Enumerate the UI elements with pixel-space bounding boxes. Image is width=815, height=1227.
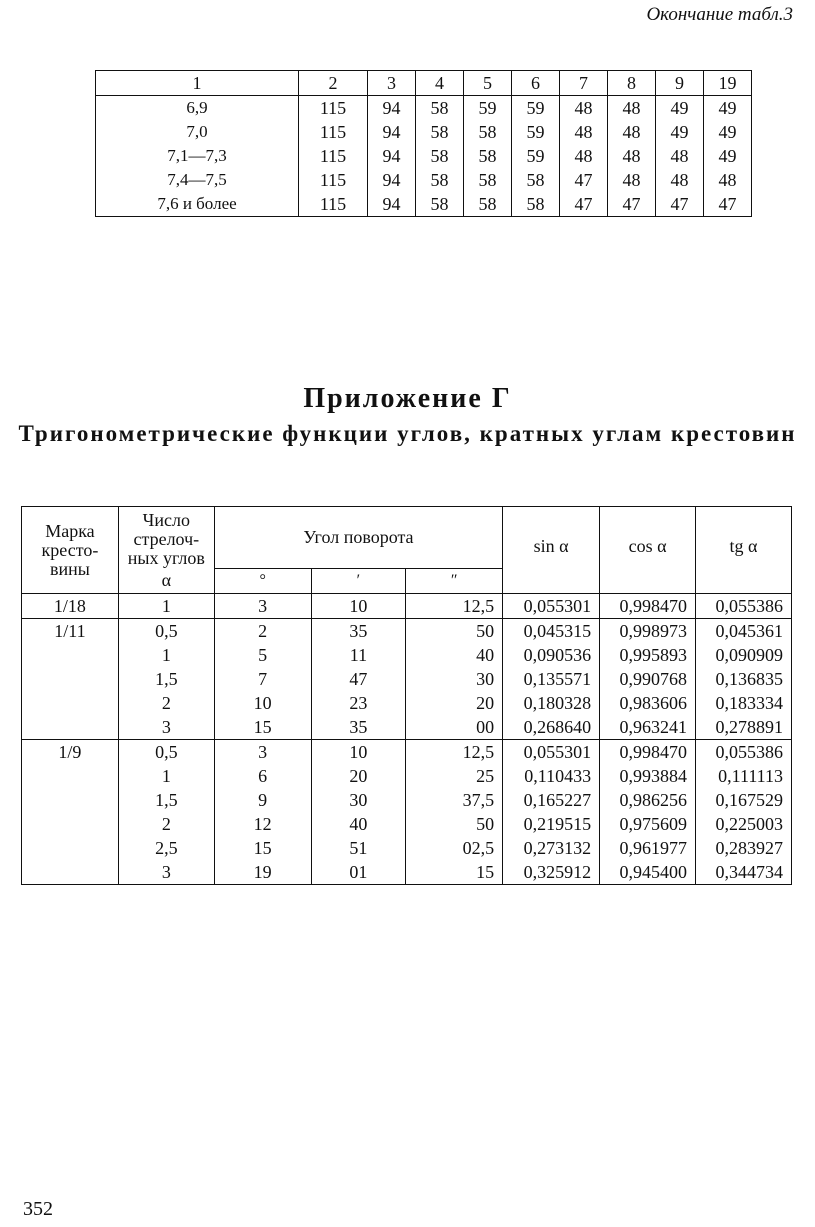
- table-cell: 58: [416, 120, 464, 144]
- header-angle: [214, 507, 502, 569]
- header-count-symbol-label: α: [161, 569, 172, 590]
- header-count: [118, 507, 214, 569]
- table-cell: 0,5: [118, 618, 214, 643]
- table-row: [22, 618, 792, 643]
- table-cell: 50: [406, 618, 503, 643]
- table-cell: 48: [559, 96, 607, 121]
- table-cell: 58: [416, 144, 464, 168]
- table-cell: 10: [311, 739, 406, 764]
- table-cell: 115: [298, 120, 367, 144]
- table-cell: 0,995893: [600, 643, 696, 667]
- table-cell: 30: [311, 788, 406, 812]
- table-cell: 0,225003: [696, 812, 792, 836]
- header-degrees: [214, 568, 311, 593]
- table-cell: 0,344734: [696, 860, 792, 885]
- table-row: [22, 764, 792, 788]
- table-cell: 48: [607, 120, 655, 144]
- table-row: [22, 593, 792, 618]
- table-row: [96, 96, 752, 121]
- table-cell: 59: [512, 96, 560, 121]
- header-sin: [503, 507, 600, 594]
- table-row: [22, 788, 792, 812]
- table-cell: 58: [416, 168, 464, 192]
- trig-table-header: [22, 507, 792, 594]
- table-cell: 0,325912: [503, 860, 600, 885]
- row-label-cell: 7,1—7,3: [96, 144, 299, 168]
- table-cell: 94: [368, 192, 416, 217]
- table-row: [22, 860, 792, 885]
- table-cell: 47: [703, 192, 751, 217]
- header-seconds-label: ″: [450, 572, 458, 589]
- table-cell: 58: [464, 144, 512, 168]
- table-cell: 0,135571: [503, 667, 600, 691]
- table-cell: 94: [368, 120, 416, 144]
- table-cell: 1: [118, 593, 214, 618]
- table-cell: 58: [464, 192, 512, 217]
- table-cell: 0,090909: [696, 643, 792, 667]
- row-label-cell: 7,0: [96, 120, 299, 144]
- table-cell: 47: [311, 667, 406, 691]
- row-label-cell: 7,6 и более: [96, 192, 299, 217]
- table-cell: 1,5: [118, 788, 214, 812]
- table-cell: 30: [406, 667, 503, 691]
- table-cell: 0,045361: [696, 618, 792, 643]
- header-seconds: [406, 568, 503, 593]
- table-cell: 0,167529: [696, 788, 792, 812]
- table-cell: 5: [214, 643, 311, 667]
- table-cell: 0,993884: [600, 764, 696, 788]
- table-cell: 115: [298, 168, 367, 192]
- table-cell: 0,945400: [600, 860, 696, 885]
- table-cell: 58: [416, 192, 464, 217]
- crossing-mark-cell: 1/9: [22, 739, 119, 884]
- table-cell: 48: [703, 168, 751, 192]
- table-cell: 2,5: [118, 836, 214, 860]
- table-cell: 0,055386: [696, 593, 792, 618]
- table-cell: 0,045315: [503, 618, 600, 643]
- table-cell: 58: [512, 192, 560, 217]
- table-cell: 1: [118, 643, 214, 667]
- table-cell: 0,136835: [696, 667, 792, 691]
- table-cell: 19: [214, 860, 311, 885]
- table-cell: 48: [559, 144, 607, 168]
- table-cell: 0,986256: [600, 788, 696, 812]
- table-cell: 47: [607, 192, 655, 217]
- table-continuation-header-row: [96, 71, 752, 96]
- column-header: 8: [607, 71, 655, 96]
- table-cell: 0,273132: [503, 836, 600, 860]
- table-cell: 115: [298, 96, 367, 121]
- column-header: 2: [298, 71, 367, 96]
- table-cell: 12,5: [406, 739, 503, 764]
- table-cell: 58: [416, 96, 464, 121]
- table-cell: 47: [655, 192, 703, 217]
- column-header: 3: [368, 71, 416, 96]
- table-cell: 20: [406, 691, 503, 715]
- table-row: [96, 168, 752, 192]
- table-cell: 0,998470: [600, 739, 696, 764]
- table-cell: 11: [311, 643, 406, 667]
- table-row: [22, 691, 792, 715]
- trig-table: [21, 506, 792, 885]
- table-cell: 0,055301: [503, 739, 600, 764]
- table-cell: 0,5: [118, 739, 214, 764]
- table-row: [96, 120, 752, 144]
- table-cell: 59: [464, 96, 512, 121]
- appendix-title: Приложение Г: [303, 383, 512, 414]
- running-head: Окончание табл.3: [646, 4, 793, 25]
- table-cell: 1: [118, 764, 214, 788]
- table-cell: 51: [311, 836, 406, 860]
- table-cell: 58: [464, 120, 512, 144]
- crossing-mark-cell: 1/11: [22, 618, 119, 739]
- table-cell: 0,219515: [503, 812, 600, 836]
- table-cell: 47: [559, 168, 607, 192]
- table-cell: 49: [703, 144, 751, 168]
- header-sin-label: sin α: [533, 536, 569, 556]
- table-cell: 20: [311, 764, 406, 788]
- table-cell: 0,961977: [600, 836, 696, 860]
- table-cell: 49: [703, 120, 751, 144]
- header-cos: [600, 507, 696, 594]
- table-cell: 10: [214, 691, 311, 715]
- header-mark-label: Марка кресто-вины: [41, 521, 99, 580]
- table-cell: 0,283927: [696, 836, 792, 860]
- table-cell: 3: [118, 860, 214, 885]
- table-cell: 2: [214, 618, 311, 643]
- table-row: [22, 667, 792, 691]
- table-cell: 49: [655, 96, 703, 121]
- table-cell: 48: [607, 168, 655, 192]
- table-cell: 0,278891: [696, 715, 792, 740]
- appendix-subtitle: Тригонометрические функции углов, кратных углам крестовин: [18, 421, 797, 446]
- table-cell: 3: [214, 593, 311, 618]
- crossing-mark-cell: 1/18: [22, 593, 119, 618]
- table-cell: 94: [368, 144, 416, 168]
- column-header: 9: [655, 71, 703, 96]
- table-row: [22, 643, 792, 667]
- table-cell: 6: [214, 764, 311, 788]
- table-cell: 49: [703, 96, 751, 121]
- table-cell: 58: [464, 168, 512, 192]
- table-cell: 0,268640: [503, 715, 600, 740]
- table-cell: 48: [655, 168, 703, 192]
- header-count-symbol: [118, 568, 214, 593]
- table-cell: 10: [311, 593, 406, 618]
- table-cell: 50: [406, 812, 503, 836]
- table-cell: 2: [118, 691, 214, 715]
- table-cell: 59: [512, 120, 560, 144]
- table-cell: 0,180328: [503, 691, 600, 715]
- table-cell: 15: [214, 836, 311, 860]
- table-cell: 0,990768: [600, 667, 696, 691]
- header-minutes-label: ′: [356, 572, 361, 589]
- table-cell: 12: [214, 812, 311, 836]
- header-degrees-label: °: [259, 572, 266, 589]
- table-cell: 94: [368, 168, 416, 192]
- table-cell: 40: [311, 812, 406, 836]
- table-cell: 0,090536: [503, 643, 600, 667]
- table-row: [96, 192, 752, 217]
- table-cell: 0,165227: [503, 788, 600, 812]
- table-cell: 48: [559, 120, 607, 144]
- header-count-label: Число стрелоч-ных углов: [127, 510, 205, 568]
- table-cell: 47: [559, 192, 607, 217]
- table-cell: 94: [368, 96, 416, 121]
- table-cell: 3: [118, 715, 214, 740]
- column-header: 5: [464, 71, 512, 96]
- table-cell: 58: [512, 168, 560, 192]
- column-header: 1: [96, 71, 299, 96]
- header-angle-label: Угол поворота: [303, 526, 414, 547]
- row-label-cell: 6,9: [96, 96, 299, 121]
- table-row: [96, 144, 752, 168]
- table-cell: 25: [406, 764, 503, 788]
- table-cell: 0,055301: [503, 593, 600, 618]
- table-cell: 35: [311, 618, 406, 643]
- table-cell: 0,110433: [503, 764, 600, 788]
- table-cell: 12,5: [406, 593, 503, 618]
- table-cell: 35: [311, 715, 406, 740]
- column-header: 7: [559, 71, 607, 96]
- table-cell: 0,998470: [600, 593, 696, 618]
- table-cell: 00: [406, 715, 503, 740]
- table-cell: 0,963241: [600, 715, 696, 740]
- trig-table-body: [22, 593, 792, 884]
- table-cell: 01: [311, 860, 406, 885]
- table-cell: 0,998973: [600, 618, 696, 643]
- table-cell: 2: [118, 812, 214, 836]
- table-cell: 115: [298, 144, 367, 168]
- table-row: [22, 836, 792, 860]
- column-header: 19: [703, 71, 751, 96]
- table-cell: 02,5: [406, 836, 503, 860]
- table-cell: 0,111113: [696, 764, 792, 788]
- table-cell: 7: [214, 667, 311, 691]
- column-header: 4: [416, 71, 464, 96]
- table-cell: 0,983606: [600, 691, 696, 715]
- table-cell: 40: [406, 643, 503, 667]
- table-cell: 49: [655, 120, 703, 144]
- table-cell: 115: [298, 192, 367, 217]
- table-continuation-body: [96, 71, 752, 217]
- table-cell: 0,975609: [600, 812, 696, 836]
- table-row: [22, 739, 792, 764]
- table-cell: 15: [214, 715, 311, 740]
- table-continuation: [95, 70, 752, 217]
- table-cell: 0,055386: [696, 739, 792, 764]
- row-label-cell: 7,4—7,5: [96, 168, 299, 192]
- table-row: [22, 715, 792, 740]
- header-minutes: [311, 568, 406, 593]
- table-cell: 37,5: [406, 788, 503, 812]
- column-header: 6: [512, 71, 560, 96]
- header-mark: [22, 507, 119, 594]
- page-number: 352: [23, 1198, 53, 1220]
- header-cos-label: cos α: [628, 536, 667, 556]
- table-cell: 3: [214, 739, 311, 764]
- table-cell: 1,5: [118, 667, 214, 691]
- header-tg-label: tg α: [729, 536, 758, 556]
- table-row: [22, 812, 792, 836]
- table-cell: 15: [406, 860, 503, 885]
- table-cell: 0,183334: [696, 691, 792, 715]
- table-cell: 48: [655, 144, 703, 168]
- table-cell: 48: [607, 144, 655, 168]
- table-cell: 48: [607, 96, 655, 121]
- table-cell: 59: [512, 144, 560, 168]
- table-cell: 9: [214, 788, 311, 812]
- table-cell: 23: [311, 691, 406, 715]
- header-tg: [696, 507, 792, 594]
